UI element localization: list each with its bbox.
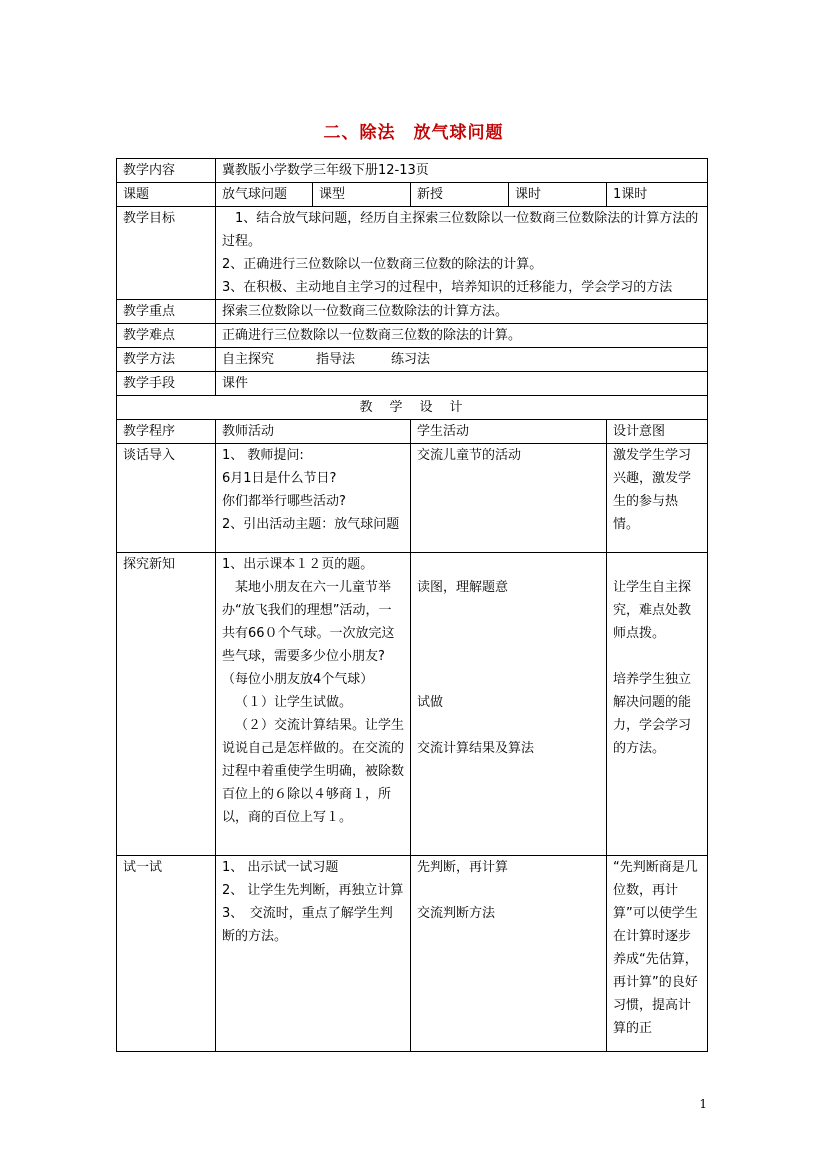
method-item: 自主探究 (222, 352, 275, 367)
stage-label: 探究新知 (117, 553, 216, 856)
row-key (117, 300, 708, 324)
method-label: 教学方法 (117, 348, 216, 372)
method-values (216, 348, 708, 372)
row-content (117, 159, 708, 183)
teacher-line: 3、 交流时，重点了解学生判断的方法。 (222, 906, 393, 944)
lesson-type-value: 新授 (411, 183, 509, 207)
lesson-type-label: 课型 (313, 183, 411, 207)
means-label: 教学手段 (117, 372, 216, 396)
teacher-line: 6月1日是什么节日? (222, 471, 337, 486)
student-activity (411, 553, 607, 856)
teacher-line: （１）让学生试做。 (235, 695, 353, 710)
design-intent (607, 444, 708, 553)
row-method (117, 348, 708, 372)
method-item: 练习法 (391, 352, 431, 367)
teacher-line: 1、 教师提问: (222, 448, 304, 463)
difficult-label: 教学难点 (117, 324, 216, 348)
stage-label: 谈话导入 (117, 444, 216, 553)
row-topic (117, 183, 708, 207)
lesson-plan-table (116, 158, 708, 1052)
means-value: 课件 (216, 372, 708, 396)
method-item: 指导法 (316, 352, 356, 367)
column-header: 设计意图 (607, 420, 708, 444)
intent-line: 激发学生学习兴趣，激发学生的参与热情。 (613, 448, 692, 532)
teacher-line: 某地小朋友在六一儿童节举办“放飞我们的理想”活动，一共有66０个气球。一次放完这些气球，需要多少位小朋友?（每位小朋友放4个气球） (222, 580, 395, 687)
key-label: 教学重点 (117, 300, 216, 324)
intent-line: 让学生自主探究，难点处教师点拨。 (613, 580, 692, 641)
student-line: 交流判断方法 (417, 906, 496, 921)
hours-label: 课时 (509, 183, 607, 207)
row-columns (117, 420, 708, 444)
goals-value (216, 207, 708, 300)
goal-item: 1、结合放气球问题，经历自主探索三位数除以一位数商三位数除法的计算方法的过程。 (222, 211, 699, 249)
student-line: 读图，理解题意 (417, 580, 509, 595)
intent-line: 培养学生独立解决问题的能力，学会学习的方法。 (613, 672, 692, 756)
student-line: 交流儿童节的活动 (417, 448, 522, 463)
teacher-line: 1、出示课本１２页的题。 (222, 557, 374, 572)
content-label: 教学内容 (117, 159, 216, 183)
row-difficult (117, 324, 708, 348)
teacher-line: （２）交流计算结果。让学生说说自己是怎样做的。在交流的过程中着重使学生明确，被除数百位上的６除以４够商１，所以，商的百位上写１。 (222, 718, 405, 825)
teacher-line: 2、 让学生先判断，再独立计算 (222, 883, 404, 898)
key-value: 探索三位数除以一位数商三位数除法的计算方法。 (216, 300, 708, 324)
teacher-activity (216, 444, 411, 553)
topic-value: 放气球问题 (216, 183, 313, 207)
goal-item: 2、正确进行三位数除以一位数商三位数的除法的计算。 (222, 257, 543, 272)
difficult-value: 正确进行三位数除以一位数商三位数的除法的计算。 (216, 324, 708, 348)
step-row (117, 856, 708, 1052)
goals-label: 教学目标 (117, 207, 216, 300)
teacher-line: 2、引出活动主题：放气球问题 (222, 517, 400, 532)
stage-label: 试一试 (117, 856, 216, 1052)
step-row (117, 553, 708, 856)
student-activity (411, 856, 607, 1052)
topic-label: 课题 (117, 183, 216, 207)
student-line: 交流计算结果及算法 (417, 741, 535, 756)
page-number: 1 (699, 1097, 707, 1111)
student-line: 试做 (417, 695, 444, 710)
teacher-line: 你们都举行哪些活动? (222, 494, 346, 509)
content-value: 冀教版小学数学三年级下册12-13页 (216, 159, 708, 183)
column-header: 教学程序 (117, 420, 216, 444)
hours-value: 1课时 (607, 183, 708, 207)
step-row (117, 444, 708, 553)
intent-line: “先判断商是几位数，再计算”可以使学生在计算时逐步养成“先估算，再计算”的良好习惯，提高计算的正 (613, 860, 698, 1036)
teacher-activity (216, 856, 411, 1052)
column-header: 学生活动 (411, 420, 607, 444)
page-title: 二、除法 放气球问题 (323, 123, 504, 143)
design-intent (607, 553, 708, 856)
design-intent (607, 856, 708, 1052)
student-line: 先判断，再计算 (417, 860, 509, 875)
teacher-activity (216, 553, 411, 856)
row-design-header (117, 396, 708, 420)
column-header: 教师活动 (216, 420, 411, 444)
design-header: 教 学 设 计 (117, 396, 708, 420)
goal-item: 3、在积极、主动地自主学习的过程中，培养知识的迁移能力，学会学习的方法 (222, 280, 673, 295)
row-goals (117, 207, 708, 300)
teacher-line: 1、 出示试一试习题 (222, 860, 339, 875)
student-activity (411, 444, 607, 553)
row-means (117, 372, 708, 396)
